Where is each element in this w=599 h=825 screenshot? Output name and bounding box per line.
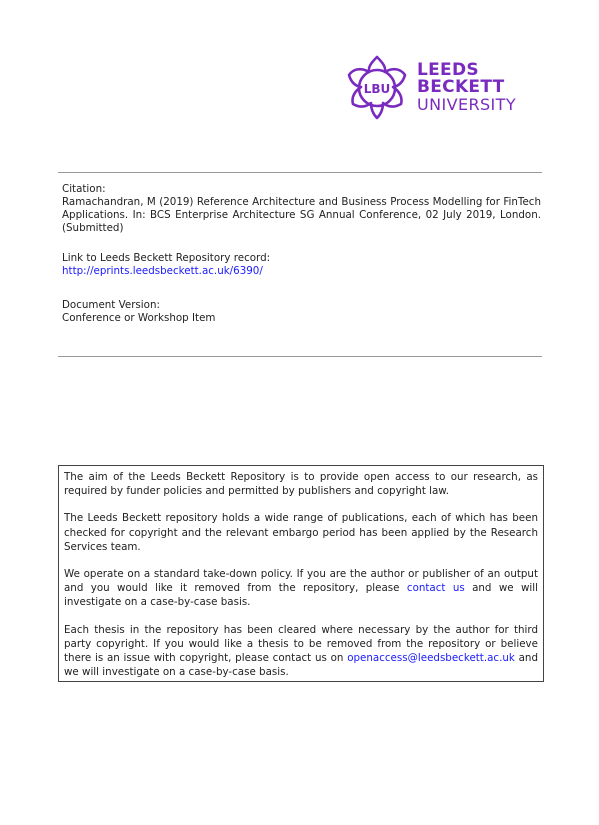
document-version-label: Document Version: [62,299,160,311]
logo-monogram: LBU [363,82,391,96]
notice-paragraph-3 [64,567,538,610]
document-version-value: Conference or Workshop Item [62,312,216,324]
rose-emblem-icon [343,53,411,121]
openaccess-email-link[interactable]: openaccess@leedsbeckett.ac.uk [347,652,515,665]
notice-p4-text-end: and we will investigate on a case-by-case basis. [64,652,538,679]
notice-paragraph-1: The aim of the Leeds Beckett Repository is to provide open access to our research, as required by funder policies and permitted by publishers and copyright law. [64,471,538,498]
citation-text: Ramachandran, M (2019) Reference Architecture and Business Process Modelling for FinTech Applications. In: BCS Enterprise Architecture SG Annual Conference, 02 July 2019, London. (Submitted) [62,196,541,234]
notice-p4-text-start: Each thesis in the repository has been cleared where necessary by the author for third party copyright. If you would like a thesis to be removed from the repository or believe there is an issue with copyright, please contact us on [64,623,538,665]
logo-line-leeds: LEEDS [417,60,479,80]
logo-wordmark [417,62,516,113]
repository-record-link[interactable]: http://eprints.leedsbeckett.ac.uk/6390/ [62,265,263,277]
notice-p3-text-end: and we will investigate on a case-by-case basis. [64,582,538,609]
logo-line-beckett: BECKETT [417,77,505,97]
university-logo [343,53,548,121]
notice-paragraph-2: The Leeds Beckett repository holds a wide range of publications, each of which has been checked for copyright and the relevant embargo period has been applied by the Research Services team. [64,512,538,553]
repository-link-label: Link to Leeds Beckett Repository record: [62,252,271,264]
logo-line-university: UNIVERSITY [417,95,516,114]
top-divider [58,172,542,173]
bottom-divider [58,356,542,357]
citation-label: Citation: [62,183,106,195]
notice-p3-text-start: We operate on a standard take-down policy. If you are the author or publisher of an output and you would like it removed from the repository, please [64,568,538,595]
contact-us-link[interactable]: contact us [406,582,465,595]
repository-notice-box [58,465,544,682]
notice-paragraph-4 [64,623,538,680]
